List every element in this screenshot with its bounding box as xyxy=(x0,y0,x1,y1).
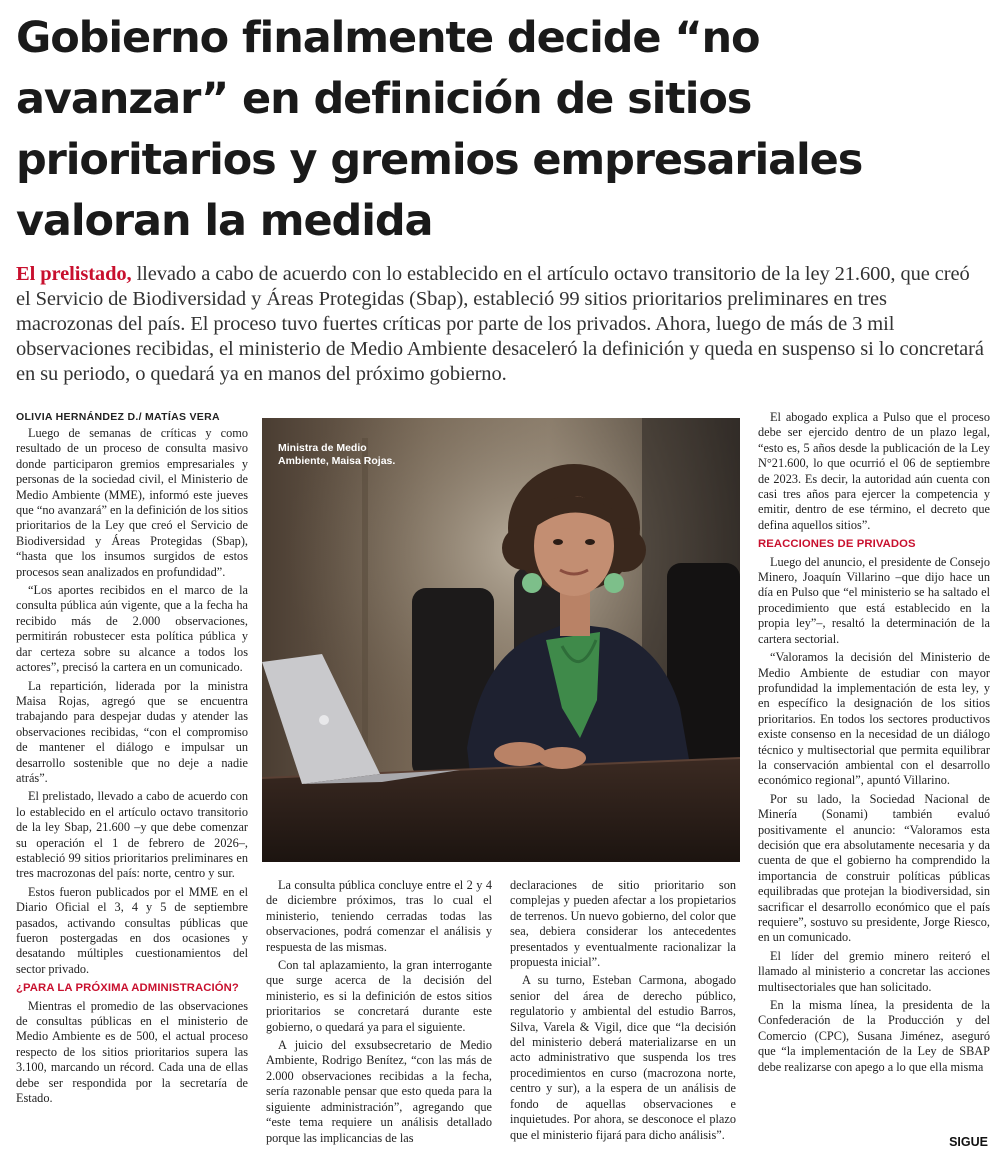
body-paragraph: El líder del gremio minero reiteró el llamado al ministerio a concretar las acciones multisectoriales que han solicitado. xyxy=(758,948,990,994)
body-paragraph: Estos fueron publicados por el MME en el Diario Oficial el 3, 4 y 5 de septiembre pasados, activando consultas públicas que fueron postergadas en dos ocasiones y desatando múltiples cuestionamientos del sector privado. xyxy=(16,884,248,976)
article-column-4 xyxy=(758,410,990,1078)
lead-paragraph xyxy=(16,262,988,387)
photo-caption: Ministra de Medio Ambiente, Maisa Rojas. xyxy=(278,442,396,467)
article-column-1 xyxy=(16,426,248,1109)
body-paragraph: Luego de semanas de críticas y como resultado de un proceso de consulta masivo donde participaron gremios empresariales y personas de la sociedad civil, el Ministerio de Medio Ambiente (MME), informó este jueves que “no avanzará” en la definición de los sitios prioritarios de la Ley que creó el Servicio de Biodiversidad y Áreas Protegidas (Sbap), “hasta que los insumos surgidos de estos procesos sean analizados en profundidad”. xyxy=(16,426,248,579)
lead-kicker: El prelistado, xyxy=(16,263,132,285)
body-paragraph: declaraciones de sitio prioritario son complejas y pueden afectar a los propietarios de terrenos. Un nuevo gobierno, del color que sea, debiera considerar los antecedentes presentados y eventualmente racionalizar la propuesta inicial”. xyxy=(510,878,736,970)
body-paragraph: Luego del anuncio, el presidente de Consejo Minero, Joaquín Villarino –que dijo hace un día en Pulso que “el ministerio se ha saltado el procedimiento que está establecido en la propia ley”–, resaltó la determinación de la cartera sectorial. xyxy=(758,554,990,646)
byline: OLIVIA HERNÁNDEZ D./ MATÍAS VERA xyxy=(16,411,220,423)
body-paragraph: A juicio del exsubsecretario de Medio Ambiente, Rodrigo Benítez, “con las más de 2.000 observaciones recibidas a la fecha, sería razonable pensar que esto queda para la siguiente administración”, agregando que “este tema requiere un análisis detallado porque las implicancias de las xyxy=(266,1038,492,1145)
article-photo xyxy=(262,418,740,862)
body-paragraph: El abogado explica a Pulso que el proceso debe ser ejercido dentro de un plazo legal, “esto es, 5 años desde la publicación de la Ley N°21.600, lo que ocurrió el 06 de septiembre de 2023. Es decir, la autoridad aún cuenta con casi tres años para ejercer la competencia y emitir, dentro de ese término, el decreto que defina aquellos sitios”. xyxy=(758,410,990,532)
body-paragraph: “Los aportes recibidos en el marco de la consulta pública aún vigente, que a la fecha ha recibido más de 2.000 observaciones, permitirán robustecer esta política pública y dar certeza sobre su alcance a todos los actores”, precisó la cartera en un comunicado. xyxy=(16,583,248,675)
body-paragraph: En la misma línea, la presidenta de la Confederación de la Producción y del Comercio (CPC), Susana Jiménez, aseguró que “la implementación de la Ley de SBAP debe realizarse con apego a lo que ella misma xyxy=(758,998,990,1074)
headline: Gobierno finalmente decide “no avanzar” en definición de sitios prioritarios y gremios empresariales valoran la medida xyxy=(16,13,863,246)
body-paragraph: La consulta pública concluye entre el 2 y 4 de diciembre próximos, tras lo cual el ministerio, teniendo cerradas todas las observaciones, podrá comenzar el análisis y respuesta de las mismas. xyxy=(266,878,492,954)
body-paragraph: A su turno, Esteban Carmona, abogado senior del área de derecho público, regulatorio y ambiental del estudio Barros, Silva, Varela & Vigil, dice que “la decisión del ministerio deberá materializarse en un acto administrativo que suspenda los tres procedimientos en curso (macrozona norte, centro y sur), a la espera de un análisis de fondo de aquellas observaciones e inquietudes. Por ahora, se desconoce el plazo que el ministerio fijará para dicho análisis”. xyxy=(510,973,736,1142)
section-heading: ¿PARA LA PRÓXIMA ADMINISTRACIÓN? xyxy=(16,982,239,995)
body-paragraph: Con tal aplazamiento, la gran interrogante que surge acerca de la decisión del ministerio, es si la definición de estos sitios prioritarios se concretará durante este gobierno, o quedará ya para el siguiente. xyxy=(266,958,492,1034)
article-column-2 xyxy=(266,878,492,1149)
portrait-illustration xyxy=(262,418,740,862)
body-paragraph: El prelistado, llevado a cabo de acuerdo con lo establecido en el artículo octavo transitorio de la ley Sbap, 21.600 –y que debe comenzar su operación el 1 de febrero de 2026–, estableció 99 sitios prioritarios preliminares en tres macrozonas del país: norte, centro y sur. xyxy=(16,789,248,881)
body-paragraph: La repartición, liderada por la ministra Maisa Rojas, agregó que se encuentra trabajando para despejar dudas y atender las observaciones recibidas, “con el compromiso de mantener el diálogo e impulsar un desarrollo sostenible que no deje a nadie atrás”. xyxy=(16,678,248,785)
lead-text: llevado a cabo de acuerdo con lo establecido en el artículo octavo transitorio de la ley 21.600, que creó el Servicio de Biodiversidad y Áreas Protegidas (Sbap), estableció 99 sitios prioritarios preliminares en tres macrozonas del país. El proceso tuvo fuertes críticas por parte de los privados. Ahora, luego de más de 3 mil observaciones recibidas, el ministerio de Medio Ambiente desaceleró la definición y queda en suspenso si lo concretará en su periodo, o quedará ya en manos del próximo gobierno. xyxy=(16,263,984,385)
continue-label[interactable]: SIGUE xyxy=(949,1135,988,1149)
article-column-3 xyxy=(510,878,736,1146)
section-heading: REACCIONES DE PRIVADOS xyxy=(758,538,916,551)
body-paragraph: Mientras el promedio de las observaciones de consultas públicas en el ministerio de Medio Ambiente es de 500, el actual proceso respecto de los sitios prioritarios supera las 3.100, marcando un récord. Cada una de ellas debe ser respondida por la secretaría de Estado. xyxy=(16,998,248,1106)
body-paragraph: “Valoramos la decisión del Ministerio de Medio Ambiente de estudiar con mayor profundidad la implementación de esta ley, y en específico la designación de los sitios prioritarios. En todos los sectores productivos existe consenso en la necesidad de un diálogo técnico y multisectorial que permita equilibrar la conservación ambiental con el desarrollo económico regional”, apuntó Villarino. xyxy=(758,650,990,788)
body-paragraph: Por su lado, la Sociedad Nacional de Minería (Sonami) también evaluó positivamente el anuncio: “Valoramos esta decisión que era absolutamente necesaria y da cuenta de que el gobierno ha comprendido la importancia de construir políticas públicas equilibradas que protejan la biodiversidad, sin sacrificar el desarrollo económico que el país requiere”, sostuvo su presidente, Jorge Riesco, en un comunicado. xyxy=(758,791,990,945)
